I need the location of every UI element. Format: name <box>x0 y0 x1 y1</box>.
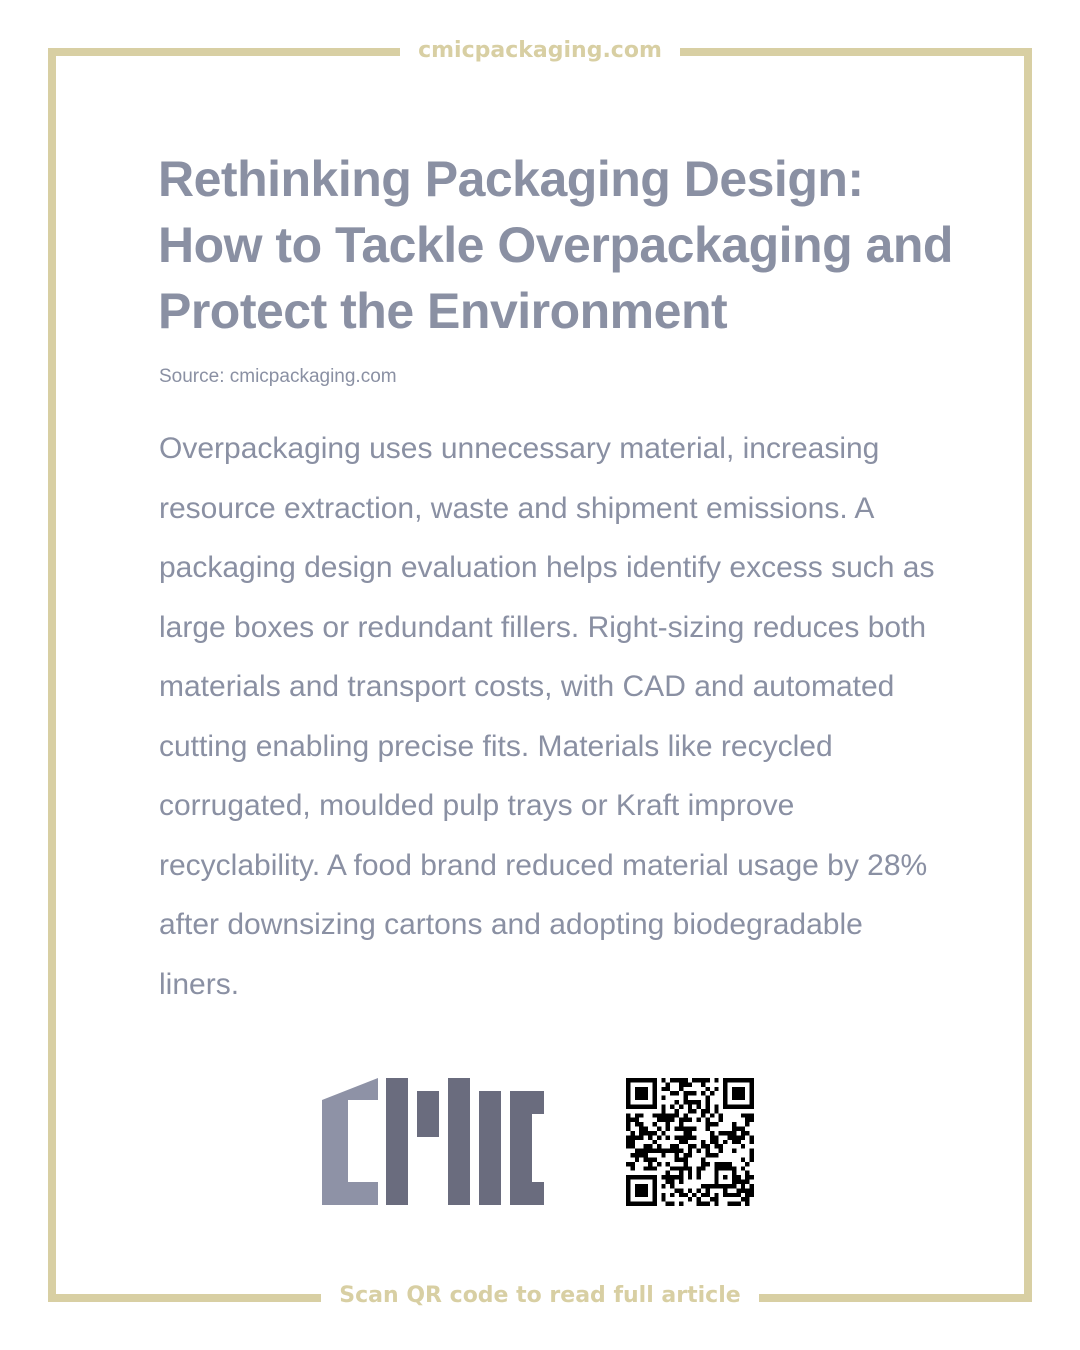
bottom-cta-wrap <box>0 1285 1080 1307</box>
article-title: Rethinking Packaging Design: How to Tackle Overpackaging and Protect the Environment <box>158 151 953 339</box>
cmic-logo-icon <box>322 1078 544 1206</box>
article-body: Overpackaging uses unnecessary material, increasing resource extraction, waste and shipment emissions. A packaging design evaluation helps identify excess such as large boxes or redundant fillers. Right-sizing reduces both materials and transport costs, with CAD and automated cutting enabling precise fits. Materials like recycled corrugated, moulded pulp trays or Kraft improve recyclability. A food brand reduced material usage by 28% after downsizing cartons and adopting biodegradable liners. <box>159 432 935 1001</box>
article-source: Source: cmicpackaging.com <box>159 366 397 387</box>
site-label[interactable]: cmicpackaging.com <box>400 40 680 62</box>
top-site-label-wrap <box>0 40 1080 62</box>
scan-qr-cta[interactable]: Scan QR code to read full article <box>321 1285 758 1307</box>
qr-code-icon[interactable] <box>626 1078 754 1206</box>
